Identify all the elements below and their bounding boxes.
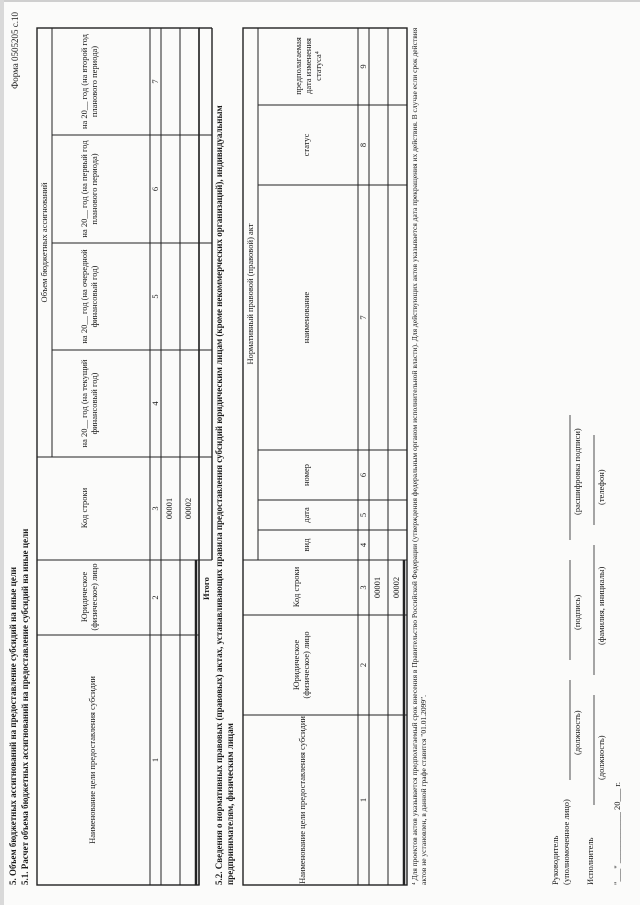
t1-num-7: 7 <box>150 79 160 84</box>
t2-num-4: 4 <box>358 542 368 548</box>
signature-date: "___" ____________ 20___ г. <box>612 782 622 885</box>
t1-col-person: Юридическое (физическое) лицо <box>79 563 99 631</box>
t1-num-3: 3 <box>150 506 160 511</box>
t2-sub-date: дата <box>301 507 311 523</box>
t1-num-4: 4 <box>150 401 160 406</box>
section52-title: 5.2. Сведения о нормативных правовых (правовых) актах, устанавливающих правила предоставления субсидий юридическим лицам (кроме некоммерческих организаций), индивидуальным предпринимателям, физическим лицам <box>214 105 235 885</box>
t2-group-header: Нормативный правовой (правовой) акт <box>245 223 255 365</box>
head-label: Руководитель <box>550 835 560 885</box>
t1-row-code-1: 00001 <box>164 497 174 520</box>
t2-sub-number: номер <box>301 463 311 487</box>
t2-num-3: 3 <box>358 585 368 590</box>
t2-col-code: Код строки <box>291 566 301 608</box>
t2-sub-title: наименование <box>301 291 311 344</box>
form-number: Форма 0505205 с.10 <box>10 12 20 89</box>
t2-num-5: 5 <box>358 512 368 518</box>
t1-group-header: Объем бюджетных ассигнований <box>39 182 49 303</box>
t2-col-name: Наименование цели предоставления субсидии <box>297 716 307 884</box>
t2-num-7: 7 <box>358 315 368 320</box>
t2-sub-status: статус <box>301 133 311 157</box>
t1-num-2: 2 <box>150 595 160 600</box>
t2-num-8: 8 <box>358 142 368 148</box>
executor-phone-caption: (телефон) <box>596 469 606 505</box>
t2-num-6: 6 <box>358 472 368 478</box>
section51-title: 5.1. Расчет объема бюджетных ассигнований на предоставление субсидий на иные цели <box>20 528 30 885</box>
t2-num-1: 1 <box>358 797 368 803</box>
t2-row-code-1: 00001 <box>372 576 382 599</box>
t1-row-code-2: 00002 <box>183 497 193 520</box>
t1-num-6: 6 <box>150 186 160 192</box>
t2-num-9: 9 <box>358 64 368 69</box>
footnote: ⁴ Для проектов актов указывается предполагаемый срок внесения в Правительство Российской Федерации (утверждения федеральным органом исполнительной власти). Для действующих актов указывается дата прекращения их действия. В случае если срок действия актов не установлен, в данной графе ставится "01.01.2099". <box>410 27 428 885</box>
t2-col-person: Юридическое (физическое) лицо <box>291 631 311 699</box>
t1-year-col-4: на 20__ год (на второй год планового периода) <box>79 34 99 130</box>
t1-year-col-1: на 20__ год (на текущий финансовый год) <box>79 359 99 448</box>
t2-sub-status-date: предполагаемая дата изменения статуса⁴ <box>293 37 323 95</box>
head-sub: (уполномоченное лицо) <box>561 799 571 885</box>
executor-name-caption: (фамилия, инициалы) <box>596 566 606 645</box>
executor-label: Исполнитель <box>585 837 595 885</box>
t2-sub-kind: вид <box>301 538 311 552</box>
head-signature-caption: (подпись) <box>572 594 582 630</box>
t1-year-col-2: на 20__ год (на очередной финансовый год) <box>79 249 99 344</box>
executor-position-caption: (должность) <box>596 735 606 780</box>
section5-title: 5. Объем бюджетных ассигнований на предоставление субсидий на иные цели <box>8 566 18 885</box>
t1-num-5: 5 <box>150 294 160 299</box>
head-decode-caption: (расшифровка подписи) <box>572 428 582 515</box>
t1-col-code: Код строки <box>79 487 89 529</box>
t1-year-col-3: на 20__ год (на первый год планового периода) <box>79 140 99 238</box>
t2-row-code-2: 00002 <box>391 576 401 599</box>
t1-num-1: 1 <box>150 757 160 763</box>
head-position-caption: (должность) <box>572 710 582 755</box>
t1-col-name: Наименование цели предоставления субсидии <box>87 676 97 844</box>
t2-num-2: 2 <box>358 662 368 668</box>
t1-total-label: Итого <box>201 577 211 600</box>
